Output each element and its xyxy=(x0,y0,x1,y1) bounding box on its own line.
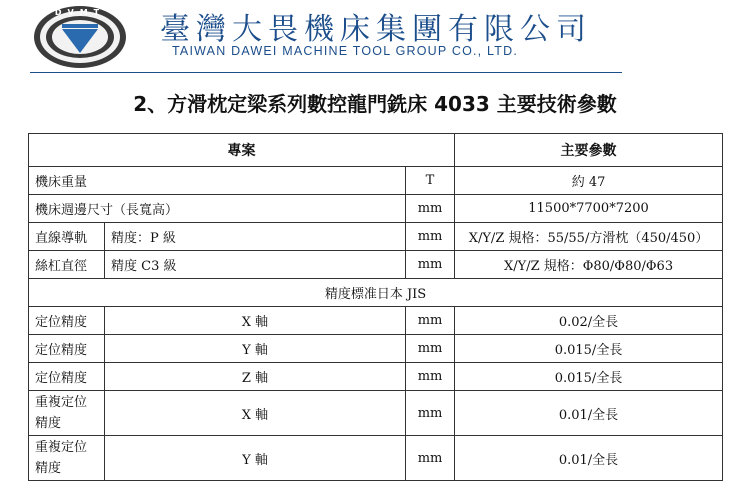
row-unit: mm xyxy=(406,307,455,335)
table-row xyxy=(29,391,723,436)
row-value: 0.015/全長 xyxy=(455,363,723,391)
table-row xyxy=(29,223,723,251)
precision-standard-label: 精度標准日本 JIS xyxy=(29,279,723,307)
row-value: 0.015/全長 xyxy=(455,335,723,363)
company-name-chinese: 臺灣大畏機床集團有限公司 xyxy=(160,12,592,47)
row-item: 重複定位精度 xyxy=(29,436,105,481)
table-row xyxy=(29,167,723,195)
row-item: 定位精度 xyxy=(29,307,105,335)
header-item: 專案 xyxy=(29,134,455,167)
header-divider xyxy=(30,72,622,73)
row-item: 定位精度 xyxy=(29,363,105,391)
table-row xyxy=(29,251,723,279)
row-axis: Z 軸 xyxy=(105,363,406,391)
row-unit: mm xyxy=(406,436,455,481)
spec-table xyxy=(28,133,723,481)
table-row xyxy=(29,335,723,363)
row-item: 機床重量 xyxy=(29,167,406,195)
page-title: 2、方滑枕定梁系列數控龍門銑床 4033 主要技術參數 xyxy=(133,92,617,116)
row-unit: mm xyxy=(406,363,455,391)
table-header-row xyxy=(29,134,723,167)
table-row xyxy=(29,436,723,481)
table-row xyxy=(29,363,723,391)
row-item: 定位精度 xyxy=(29,335,105,363)
row-axis: Y 軸 xyxy=(105,335,406,363)
row-value: 0.01/全長 xyxy=(455,391,723,436)
row-axis: X 軸 xyxy=(105,391,406,436)
row-value: 約 47 xyxy=(455,167,723,195)
row-unit: mm xyxy=(406,391,455,436)
row-value: X/Y/Z 規格：55/55/方滑枕（450/450） xyxy=(455,223,723,251)
table-row xyxy=(29,307,723,335)
row-item: 絲杠直徑 xyxy=(29,251,105,279)
header-params: 主要參數 xyxy=(455,134,723,167)
company-logo xyxy=(32,4,128,70)
row-value: 0.02/全長 xyxy=(455,307,723,335)
row-value: 0.01/全長 xyxy=(455,436,723,481)
row-unit: mm xyxy=(406,195,455,223)
row-item: 機床週邊尺寸（長寬高） xyxy=(29,195,406,223)
row-value: 11500*7700*7200 xyxy=(455,195,723,223)
svg-text:DVMT: DVMT xyxy=(54,8,106,17)
letterhead xyxy=(0,0,750,75)
row-sub: 精度 C3 級 xyxy=(105,251,406,279)
table-row xyxy=(29,195,723,223)
row-item: 直線導軌 xyxy=(29,223,105,251)
row-unit: mm xyxy=(406,251,455,279)
row-axis: X 軸 xyxy=(105,307,406,335)
row-unit: T xyxy=(406,167,455,195)
row-sub: 精度：P 級 xyxy=(105,223,406,251)
table-section-row xyxy=(29,279,723,307)
row-unit: mm xyxy=(406,223,455,251)
company-name-english: TAIWAN DAWEI MACHINE TOOL GROUP CO., LTD. xyxy=(172,44,518,58)
row-item: 重複定位精度 xyxy=(29,391,105,436)
row-value: X/Y/Z 規格：Φ80/Φ80/Φ63 xyxy=(455,251,723,279)
row-unit: mm xyxy=(406,335,455,363)
row-axis: Y 軸 xyxy=(105,436,406,481)
